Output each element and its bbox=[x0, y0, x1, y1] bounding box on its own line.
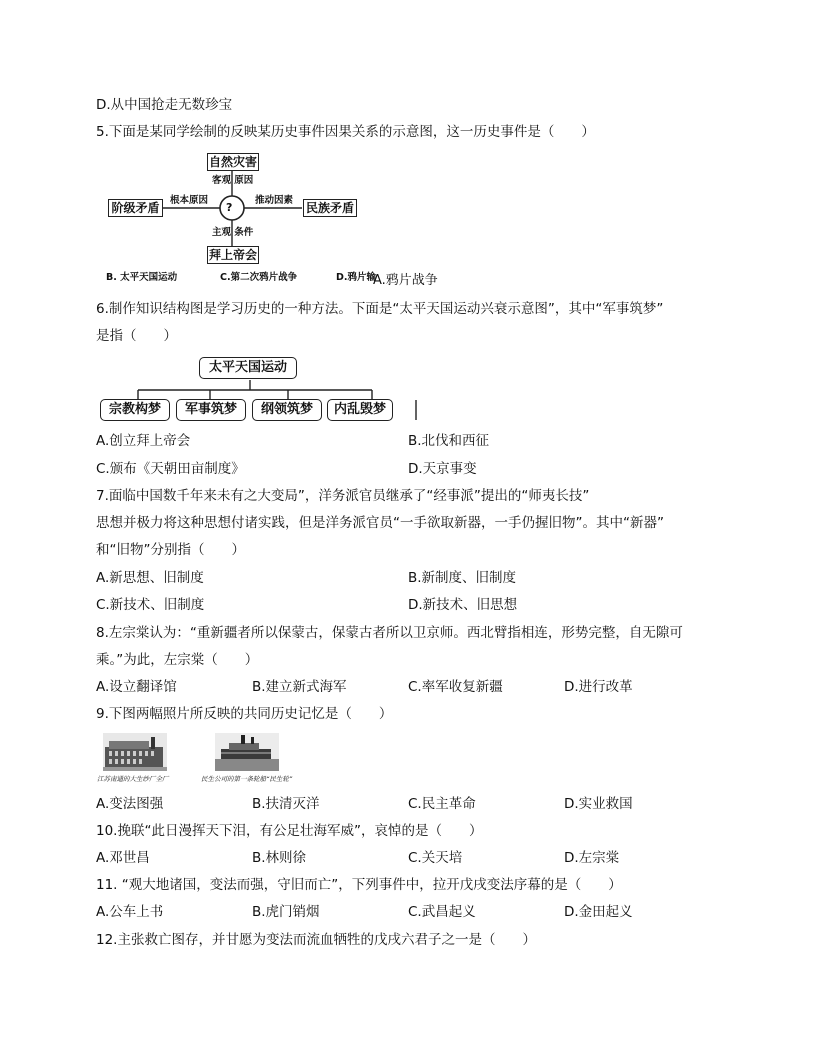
q10-option-d: D.左宗棠 bbox=[564, 850, 620, 866]
q5-stem: 5.下面是某同学绘制的反映某历史事件因果关系的示意图，这一历史事件是（ ） bbox=[96, 124, 595, 140]
q6-stem-line2: 是指（ ） bbox=[96, 328, 177, 344]
q11-option-a: A.公车上书 bbox=[96, 904, 164, 920]
q5-box-left: 阶级矛盾 bbox=[108, 199, 163, 217]
q9-photo-steamship bbox=[215, 733, 279, 771]
q5-option-b: B. 太平天国运动 bbox=[106, 272, 178, 283]
q6-child-infighting: 内乱毁梦 bbox=[327, 399, 393, 421]
q8-stem-line2: 乘。”为此，左宗棠（ ） bbox=[96, 652, 259, 668]
q5-option-c: C.第二次鸦片战争 bbox=[220, 272, 298, 283]
q5-label-top: 客观 原因 bbox=[212, 175, 254, 186]
q6-option-c: C.颁布《天朝田亩制度》 bbox=[96, 461, 245, 477]
q7-stem-line2: 思想并极力将这种思想付诸实践，但是洋务派官员“一手欲取新器，一手仍握旧物”。其中“新器” bbox=[96, 515, 664, 531]
q4-option-d: D.从中国抢走无数珍宝 bbox=[96, 97, 233, 113]
q10-option-a: A.邓世昌 bbox=[96, 850, 150, 866]
q6-child-military: 军事筑梦 bbox=[176, 399, 246, 421]
q7-option-a: A.新思想、旧制度 bbox=[96, 570, 204, 586]
q7-option-b: B.新制度、旧制度 bbox=[408, 570, 517, 586]
q11-option-b: B.虎门销烟 bbox=[252, 904, 320, 920]
q8-option-c: C.率军收复新疆 bbox=[408, 679, 503, 695]
q11-option-c: C.武昌起义 bbox=[408, 904, 476, 920]
q5-center-mark: ? bbox=[226, 201, 233, 214]
q9-stem: 9.下图两幅照片所反映的共同历史记忆是（ ） bbox=[96, 706, 393, 722]
q5-box-right: 民族矛盾 bbox=[303, 199, 357, 217]
q10-stem: 10.挽联“此日漫挥天下泪，有公足壮海军威”，哀悼的是（ ） bbox=[96, 823, 483, 839]
q5-box-bottom: 拜上帝会 bbox=[208, 248, 257, 262]
q9-option-c: C.民主革命 bbox=[408, 796, 476, 812]
q5-label-right: 推动因素 bbox=[255, 195, 294, 206]
q6-child-religion: 宗教构梦 bbox=[100, 399, 170, 421]
q5-box-top: 自然灾害 bbox=[208, 155, 257, 169]
q5-option-d: D.鸦片输 bbox=[336, 272, 376, 283]
q8-option-b: B.建立新式海军 bbox=[252, 679, 347, 695]
q11-stem: 11. “观大地诸国，变法而强，守旧而亡”，下列事件中，拉开戊戌变法序幕的是（ ） bbox=[96, 877, 622, 893]
q7-option-c: C.新技术、旧制度 bbox=[96, 597, 205, 613]
q6-option-d: D.天京事变 bbox=[408, 461, 477, 477]
q7-stem-line1: 7.面临中国数千年来未有之大变局”，洋务派官员继承了“经事派”提出的“师夷长技” bbox=[96, 488, 590, 504]
q5-label-bottom: 主观 条件 bbox=[212, 227, 254, 238]
q5-option-a: A.鸦片战争 bbox=[373, 273, 438, 288]
q6-option-a: A.创立拜上帝会 bbox=[96, 433, 191, 449]
q10-option-b: B.林则徐 bbox=[252, 850, 307, 866]
q6-root-box: 太平天国运动 bbox=[199, 357, 297, 379]
q8-option-a: A.设立翻译馆 bbox=[96, 679, 177, 695]
q7-option-d: D.新技术、旧思想 bbox=[408, 597, 518, 613]
q9-option-d: D.实业救国 bbox=[564, 796, 633, 812]
q5-label-left: 根本原因 bbox=[170, 195, 209, 206]
q6-child-program: 纲领筑梦 bbox=[252, 399, 322, 421]
q11-option-d: D.金田起义 bbox=[564, 904, 633, 920]
q9-option-b: B.扶清灭洋 bbox=[252, 796, 320, 812]
q8-option-d: D.进行改革 bbox=[564, 679, 633, 695]
q9-photo-factory bbox=[103, 733, 167, 771]
q12-stem: 12.主张救亡图存，并甘愿为变法而流血牺牲的戊戌六君子之一是（ ） bbox=[96, 932, 536, 948]
q10-option-c: C.关天培 bbox=[408, 850, 463, 866]
q7-stem-line3: 和“旧物”分别指（ ） bbox=[96, 542, 245, 558]
q9-caption-factory: 江苏南通的大生纱厂全厂 bbox=[97, 775, 169, 783]
q9-caption-steamship: 民生公司的第一条轮船“民生轮” bbox=[201, 775, 293, 783]
q9-option-a: A.变法图强 bbox=[96, 796, 164, 812]
q8-stem-line1: 8.左宗棠认为：“重新疆者所以保蒙古，保蒙古者所以卫京师。西北臂指相连，形势完整，自无隙可 bbox=[96, 625, 683, 641]
q6-stem-line1: 6.制作知识结构图是学习历史的一种方法。下面是“太平天国运动兴衰示意图”，其中“军事筑梦” bbox=[96, 301, 664, 317]
q6-option-b: B.北伐和西征 bbox=[408, 433, 490, 449]
